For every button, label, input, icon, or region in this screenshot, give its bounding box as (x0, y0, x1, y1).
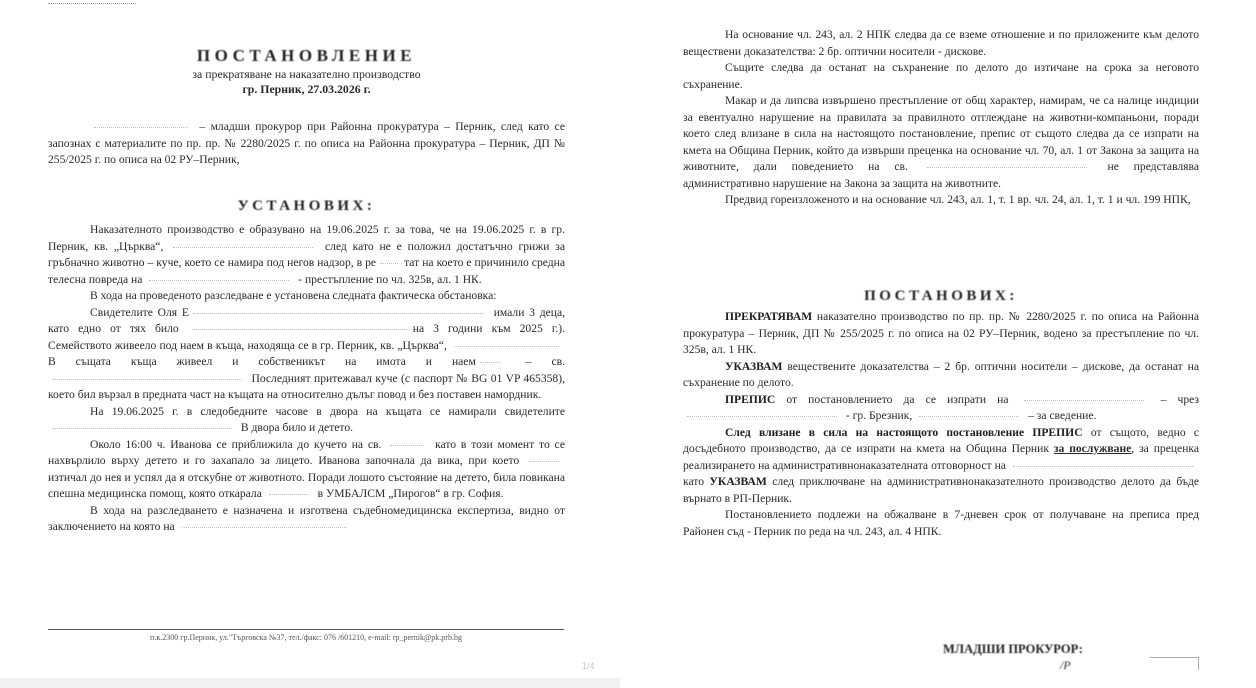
signature-title: МЛАДШИ ПРОКУРОР: (943, 642, 1083, 656)
place-and-date: гр. Перник, 27.03.2026 г. (242, 82, 371, 96)
document-page-1 (0, 0, 620, 688)
page-bottom-edge (0, 678, 620, 688)
redacted-text (386, 438, 430, 450)
section-heading-established: УСТАНОВИХ: (237, 198, 376, 214)
paragraph-evidence: На основание чл. 243, ал. 2 НПК следва да се вземе отношение и по приложените към делото веществени доказателства: 2 бр. оптични носители - дискове. (683, 28, 1199, 58)
redacted-name (90, 120, 194, 132)
redacted-text (48, 421, 238, 433)
paragraph-3: Свидетелите Оля Е имали 3 деца, като едно от тях било на 3 години към 2025 г.). Семейството живеело под наем в къща, находяща се в гр. Перник, кв. „Църква“, В същата къща живеел и собственикът на имота и наем – св. Последният притежавал куче (с паспорт № BG 01 VP 465358), което бил вързал в предната част на къщата на относително дълъг повод и без поставен намордник. (48, 305, 565, 401)
document-subtitle: за прекратяване на наказателно производство (192, 67, 421, 81)
section-heading-decreed: ПОСТАНОВИХ: (864, 288, 1018, 304)
redacted-text (450, 339, 565, 351)
footer-divider (48, 629, 564, 630)
redacted-text (48, 372, 248, 384)
document-page-2 (622, 0, 1256, 688)
redacted-text (525, 454, 565, 466)
redacted-text (265, 487, 315, 499)
paragraph-2: В хода на проведеното разследване е установена следната фактическа обстановка: (90, 289, 497, 302)
paragraph-municipality: Макар и да липсва извършено престъпление от общ характер, намирам, че са налице индиции за евентуално нарушение на правилата за правилното отглеждане на животни-компаньони, поради което след влизане в сила на настоящото постановление, препис от същото следва да се изпрати на кмета на Община Перник, който да извърши преценка на основание чл. 70, ал. 1 от Закона за защита на животните, дали поведението на св. не представлява административно нарушение на Закона за защита на животните. (683, 94, 1199, 190)
redacted-text (178, 520, 353, 532)
paragraph-terminate: ПРЕКРАТЯВАМ наказателно производство по пр. пр. № 2280/2025 г. по описа на Районна прокуратура – Перник, ДП № 255/2025 г. по описа на 02 РУ–Перник, водено за престъпление по чл. 325в, ал. 1 НК. (683, 310, 1199, 356)
paragraph-5: Около 16:00 ч. Иванова се приближила до кучето на св. като в този момент то се нахвърлило върху детето и го захапало за лицето. Иванова започнала да вика, при което изтичал до нея и успял да я отскубне от животното. Поради лошото състояние на детето, била повикана спешна медицинска помощ, която откарала в УМБАЛСМ „Пирогов“ в гр. София. (48, 437, 565, 500)
redacted-text (915, 409, 1025, 421)
paragraph-1: Наказателното производство е образувано на 19.06.2025 г. за това, че на 19.06.2025 г. в гр. Перник, кв. „Църква“, след като не е положил достатъчно грижи за гръбначно животно – куче, което се намира под негов надзор, в ре тат на което е причинило средна телесна повреда на - престъпление по чл. 325в, ал. 1 НК. (48, 223, 565, 286)
header-dotted-line (48, 0, 136, 4)
redacted-text (1009, 459, 1199, 471)
page-indicator: 1/4 (582, 661, 595, 671)
redacted-text (169, 240, 319, 252)
footer-address: п.к.2300 гр.Перник, ул."Търговска №37, тел./факс: 076 /601210, e-mail: rp_pernik@pk.prb.bg (150, 633, 462, 642)
underlined-for-use: за послужване (1053, 442, 1132, 455)
paragraph-4: На 19.06.2025 г. в следобедните часове в двора на къщата се намирали свидетелите В двора било и детето. (48, 404, 565, 437)
signature-mark (1150, 657, 1199, 670)
signature-name: /Р (1060, 658, 1071, 672)
redacted-text (189, 306, 489, 318)
paragraph-legal-basis: Предвид гореизложеното и на основание чл. 243, ал. 1, т. 1 вр. чл. 24, ал. 1, т. 1 и чл. 199 НПК, (725, 193, 1191, 206)
paragraph-storage: Същите следва да останат на съхранение по делото до изтичане на срока за неговото съхранение. (683, 61, 1199, 91)
paragraph-6: В хода на разследването е назначена и изготвена съдебномедицинска експертиза, видно от заключението на която на (48, 503, 565, 533)
redacted-text (476, 355, 506, 367)
intro-paragraph: – младши прокурор при Районна прокуратура – Перник, след като се запознах с материалите по пр. пр. № 2280/2025 г. по описа на Районна прокуратура – Перник, ДП № 255/2025 г. по описа на 02 РУ–Перник, (48, 120, 565, 166)
redacted-text (683, 409, 843, 421)
redacted-text (376, 256, 404, 268)
document-title: ПОСТАНОВЛЕНИЕ (196, 46, 417, 65)
paragraph-after-effect: След влизане в сила на настоящото постановление ПРЕПИС от същото, ведно с досъдебното производство, да се изпрати на кмета на Община Перник за послужване, за преценка реализирането на административнонаказателната отговорност на като УКАЗВАМ след приключване на административнонаказателното производство делото да бъде върнато в РП-Перник. (683, 425, 1200, 505)
paragraph-instruct: УКАЗВАМ веществените доказателства – 2 бр. оптични носители – дискове, да останат на съхранение по делото. (683, 359, 1199, 389)
paragraph-copy: ПРЕПИС от постановлението да се изпрати на – чрез - гр. Брезник, – за сведение. (683, 392, 1199, 425)
redacted-text (1020, 393, 1150, 405)
redacted-text (188, 322, 413, 334)
redacted-text (145, 273, 295, 285)
redacted-text (923, 160, 1093, 172)
paragraph-appeal: Постановлението подлежи на обжалване в 7-дневен срок от получаване на преписа пред Районен съд - Перник по реда на чл. 243, ал. 4 НПК. (683, 508, 1199, 538)
